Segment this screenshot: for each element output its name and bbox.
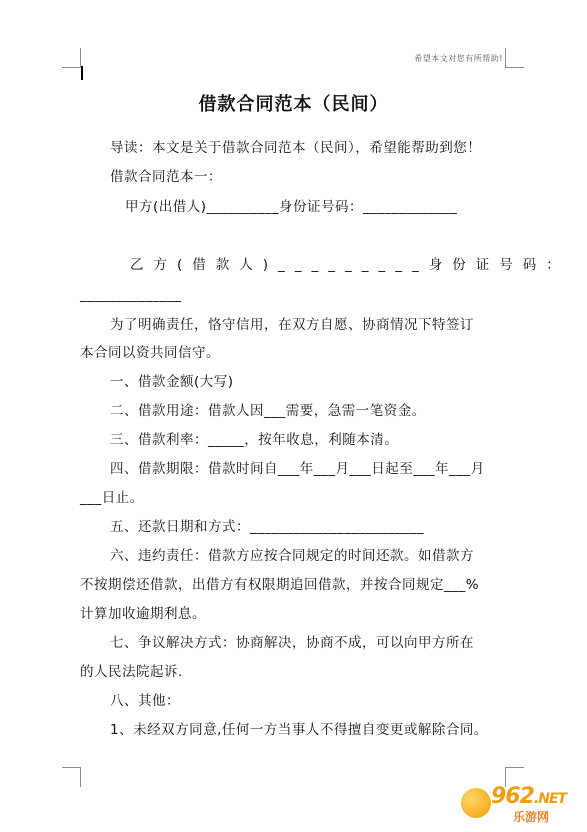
sample-heading: 借款合同范本一： (110, 169, 222, 185)
crop-mark-top-left-v (80, 48, 81, 68)
watermark-circle-icon (461, 788, 491, 818)
watermark-number: 962.NET (491, 784, 567, 809)
site-watermark-logo (459, 784, 579, 826)
clause-7-line-2: 的人民法院起诉. (80, 664, 183, 680)
crop-mark-top-left-h (62, 67, 80, 68)
clause-4-line-2: ___日止。 (80, 490, 144, 506)
crop-mark-bottom-right-h (506, 767, 524, 768)
clause-8: 八、其他： (110, 693, 180, 709)
intro-line: 导读：本文是关于借款合同范本（民间），希望能帮助到您！ (110, 140, 482, 156)
clause-4-line-1: 四、借款期限：借款时间自___年___月___日起至___年___月 (110, 461, 485, 477)
clause-1: 一、借款金额(大写) (110, 374, 234, 390)
clause-7-line-1: 七、争议解决方式：协商解决，协商不成，可以向甲方所在 (110, 635, 474, 651)
party-b-continuation: ______________ (80, 287, 182, 303)
party-a-line: 甲方(出借人)__________身份证号码：_____________ (125, 199, 458, 215)
clause-6-line-2: 不按期偿还借款，出借方有权限期追回借款，并按合同规定___% (80, 577, 480, 593)
document-title: 借款合同范本（民间） (198, 94, 389, 115)
header-note: 希望本文对您有所帮助! (414, 54, 503, 63)
crop-mark-bottom-left-h (62, 767, 80, 768)
clause-2: 二、借款用途：借款人因___需要，急需一笔资金。 (110, 403, 426, 419)
purpose-line-1: 为了明确责任，恪守信用，在双方自愿、协商情况下特签订 (110, 317, 474, 333)
purpose-line-2: 本合同以资共同信守。 (80, 345, 220, 361)
party-b-line: 乙方(借款人)_________身份证号码： (130, 257, 570, 273)
text-cursor (81, 66, 83, 80)
clause-8-item-1: 1、未经双方同意,任何一方当事人不得擅自变更或解除合同。 (110, 722, 488, 738)
clause-3: 三、借款利率：_____，按年收息，利随本清。 (110, 432, 399, 448)
clause-6-line-3: 计算加收逾期利息。 (80, 606, 206, 622)
watermark-site-name: 乐游网 (513, 810, 550, 824)
crop-mark-top-right-h (506, 67, 524, 68)
crop-mark-top-right-v (505, 48, 506, 68)
clause-6-line-1: 六、违约责任：借款方应按合同规定的时间还款。如借款方 (110, 548, 474, 564)
crop-mark-bottom-left-v (80, 767, 81, 787)
clause-5: 五、还款日期和方式：________________________ (110, 519, 424, 535)
